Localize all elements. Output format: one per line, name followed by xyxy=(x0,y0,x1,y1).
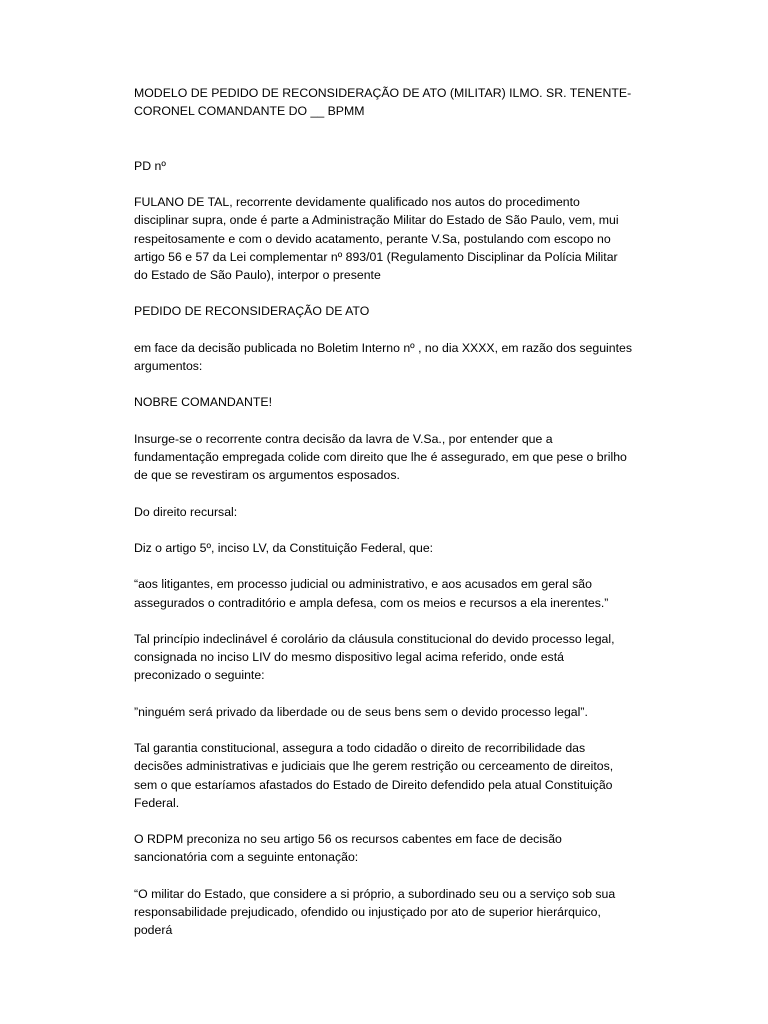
section-heading: PEDIDO DE RECONSIDERAÇÃO DE ATO xyxy=(134,304,370,319)
rdpm-paragraph: O RDPM preconiza no seu artigo 56 os recursos cabentes em face de decisão sancionatória com a seguinte entonação: xyxy=(134,832,562,865)
constitution-intro: Diz o artigo 5º, inciso LV, da Constituição Federal, que: xyxy=(134,540,434,555)
subheading-direito-recursal: Do direito recursal: xyxy=(134,504,238,519)
garantia-paragraph: Tal garantia constitucional, assegura a todo cidadão o direito de recorribilidade das decisões administrativas e judiciais que lhe gerem restrição ou cerceamento de direitos, sem o que estaríamos afastados do Estado de Direito defendido pela atual Constituição Federal. xyxy=(134,741,614,810)
document-title: MODELO DE PEDIDO DE RECONSIDERAÇÃO DE ATO (MILITAR) ILMO. SR. TENENTE-CORONEL COMANDANTE DO __ BPMM xyxy=(134,86,632,119)
quote-art5-lv: “aos litigantes, em processo judicial ou administrativo, e aos acusados em geral são assegurados o contraditório e ampla defesa, com os meios e recursos a ela inerentes.” xyxy=(134,577,609,610)
quote-rdpm-art56: “O militar do Estado, que considere a si próprio, a subordinado seu ou a serviço sob sua responsabilidade prejudicado, ofendido ou injustiçado por ato de superior hierárquico, poderá xyxy=(134,886,616,938)
salutation: NOBRE COMANDANTE! xyxy=(134,395,273,410)
document-body xyxy=(134,84,634,939)
intro-paragraph: FULANO DE TAL, recorrente devidamente qualificado nos autos do procedimento disciplinar supra, onde é parte a Administração Militar do Estado de São Paulo, vem, mui respeitosamente e com o devido acatamento, perante V.Sa, postulando com escopo no artigo 56 e 57 da Lei complementar nº 893/01 (Regulamento Disciplinar da Polícia Militar do Estado de São Paulo), interpor o presente xyxy=(134,195,619,282)
insurge-paragraph: Insurge-se o recorrente contra decisão da lavra de V.Sa., por entender que a fundamentação empregada colide com direito que lhe é assegurado, em que pese o brilho de que se revestiram os argumentos esposados. xyxy=(134,431,627,483)
quote-art5-liv: ”ninguém será privado da liberdade ou de seus bens sem o devido processo legal”. xyxy=(134,704,588,719)
face-paragraph: em face da decisão publicada no Boletim Interno nº , no dia XXXX, em razão dos seguintes argumentos: xyxy=(134,340,633,373)
principio-paragraph: Tal princípio indeclinável é corolário da cláusula constitucional do devido processo legal, consignada no inciso LIV do mesmo dispositivo legal acima referido, onde está preconizado o seguinte: xyxy=(134,631,615,683)
pd-number-line: PD nº xyxy=(134,158,166,173)
